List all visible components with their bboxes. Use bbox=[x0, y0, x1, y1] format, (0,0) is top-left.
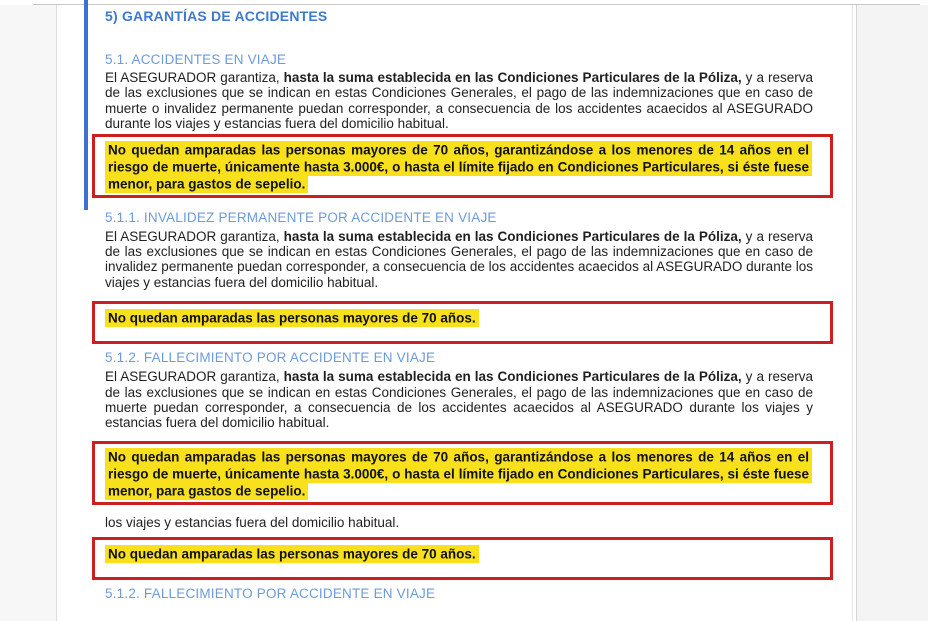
paragraph-rest: y a reserva de las exclusiones que se indican en estas Condiciones Generales, el pago de las indemnizaciones que en caso de invalidez permanente puedan corresponder, a consecuencia de los accidentes acaecidos al ASEGURADO durante los viajes y estancias fuera del domicilio habitual. bbox=[105, 228, 813, 290]
paragraph-bold: hasta la suma establecida en las Condiciones Particulares de la Póliza, bbox=[283, 228, 742, 244]
section-heading-5-1-2: 5.1.2. FALLECIMIENTO POR ACCIDENTE EN VIAJE bbox=[105, 350, 436, 366]
body-paragraph bbox=[92, 70, 833, 132]
highlighted-notice bbox=[105, 142, 812, 193]
body-paragraph bbox=[92, 229, 833, 291]
paragraph-lead: El ASEGURADOR garantiza, bbox=[105, 70, 284, 85]
warning-box bbox=[92, 537, 833, 580]
highlighted-notice bbox=[105, 449, 812, 500]
paragraph-bold: hasta la suma establecida en las Condiciones Particulares de la Póliza, bbox=[283, 70, 742, 85]
paragraph-lead: El ASEGURADOR garantiza, bbox=[105, 369, 284, 385]
paragraph-lead: El ASEGURADOR garantiza, bbox=[105, 228, 284, 244]
document-page[interactable] bbox=[92, 0, 833, 602]
highlight-text: No quedan amparadas las personas mayores de 70 años. bbox=[105, 309, 479, 327]
warning-box bbox=[92, 134, 833, 198]
section-heading-5-1: 5.1. ACCIDENTES EN VIAJE bbox=[105, 52, 287, 67]
highlight-text: No quedan amparadas las personas mayores de 70 años, garantizándose a los menores de 14 años en el riesgo de muerte, únicamente hasta 3.000€, o hasta el límite fijado en Condiciones Particulares, si éste fuese menor, para gastos de sepelio. bbox=[105, 141, 812, 193]
highlight-text: No quedan amparadas las personas mayores de 70 años. bbox=[105, 545, 479, 563]
section-heading-5-1-2-repeat: 5.1.2. FALLECIMIENTO POR ACCIDENTE EN VIAJE bbox=[105, 586, 436, 602]
warning-box bbox=[92, 301, 833, 344]
page-title: 5) GARANTÍAS DE ACCIDENTES bbox=[105, 8, 328, 24]
left-accent-rule bbox=[84, 0, 88, 210]
highlighted-notice bbox=[105, 309, 812, 326]
section-heading-5-1-1: 5.1.1. INVALIDEZ PERMANENTE POR ACCIDENTE EN VIAJE bbox=[105, 209, 497, 225]
continuation-line: los viajes y estancias fuera del domicilio habitual. bbox=[105, 514, 400, 530]
page-gutter-right bbox=[856, 5, 928, 621]
body-paragraph bbox=[92, 369, 833, 431]
paragraph-rest: y a reserva de las exclusiones que se indican en estas Condiciones Generales, el pago de las indemnizaciones que en caso de muerte o invalidez permanente puedan corresponder, a consecuencia de los accidentes acaecidos al ASEGURADO durante los viajes y estancias fuera del domicilio habitual. bbox=[105, 70, 813, 132]
warning-box bbox=[92, 441, 833, 505]
highlighted-notice bbox=[105, 545, 812, 562]
paragraph-bold: hasta la suma establecida en las Condiciones Particulares de la Póliza, bbox=[283, 369, 742, 385]
page-edge bbox=[852, 5, 853, 621]
page-gutter-left bbox=[0, 5, 57, 621]
paragraph-rest: y a reserva de las exclusiones que se indican en estas Condiciones Generales, el pago de las indemnizaciones que en caso de muerte puedan corresponder, a consecuencia de los accidentes acaecidos al ASEGURADO durante los viajes y estancias fuera del domicilio habitual. bbox=[105, 369, 813, 431]
highlight-text: No quedan amparadas las personas mayores de 70 años, garantizándose a los menores de 14 años en el riesgo de muerte, únicamente hasta 3.000€, o hasta el límite fijado en Condiciones Particulares, si éste fuese menor, para gastos de sepelio. bbox=[105, 448, 812, 500]
